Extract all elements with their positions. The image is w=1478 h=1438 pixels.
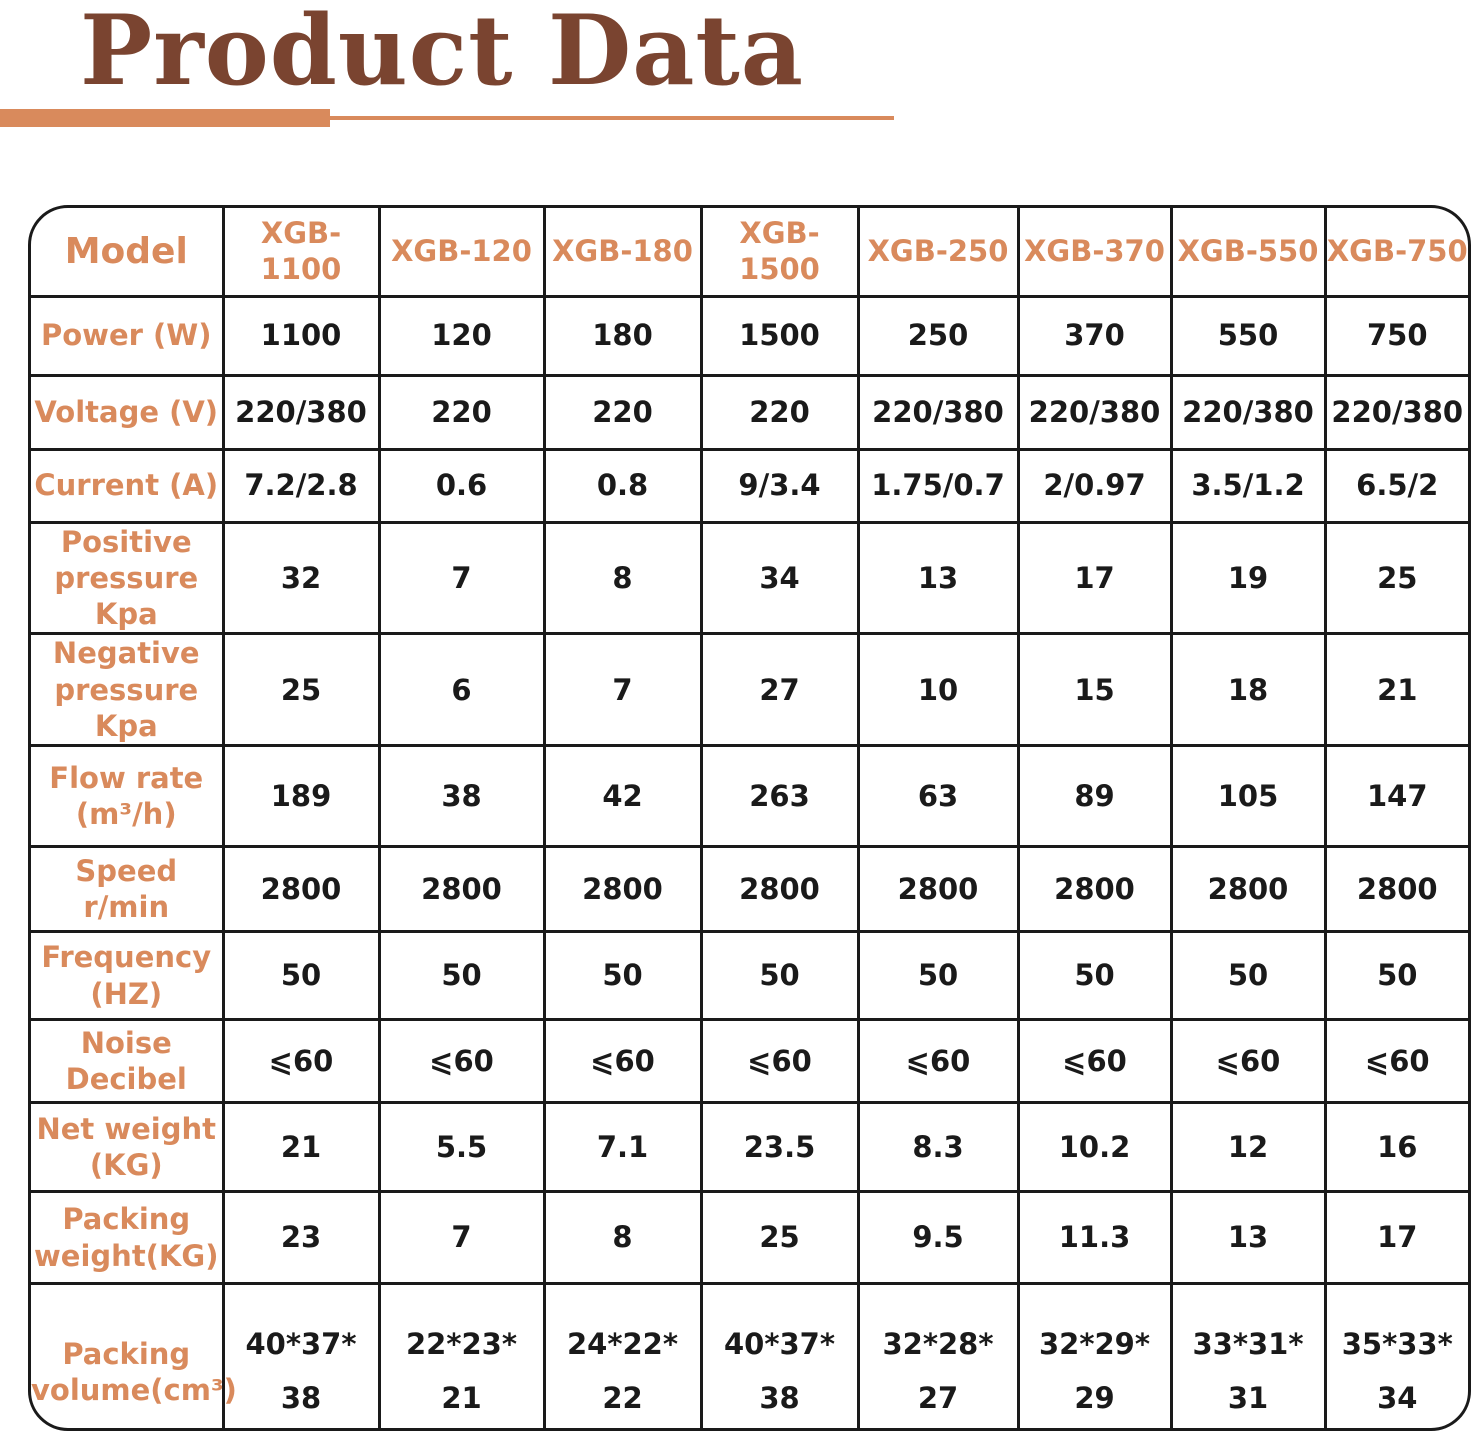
spec-value: 27 bbox=[701, 634, 858, 746]
spec-value: 17 bbox=[1325, 1192, 1468, 1284]
row-label: Speed r/min bbox=[31, 847, 223, 932]
spec-value: 17 bbox=[1018, 522, 1171, 634]
spec-value: 105 bbox=[1171, 746, 1325, 847]
header-row bbox=[31, 208, 1468, 296]
spec-value: 220/380 bbox=[858, 375, 1018, 449]
spec-value: 7 bbox=[379, 1192, 544, 1284]
spec-value: 2800 bbox=[379, 847, 544, 932]
spec-value: ⩽60 bbox=[223, 1020, 379, 1103]
spec-value: 3.5/1.2 bbox=[1171, 449, 1325, 522]
row-label: Power (W) bbox=[31, 296, 223, 375]
spec-value: ⩽60 bbox=[1018, 1020, 1171, 1103]
spec-value: ⩽60 bbox=[701, 1020, 858, 1103]
spec-value: 220/380 bbox=[223, 375, 379, 449]
spec-value: 38 bbox=[379, 746, 544, 847]
spec-value: 21 bbox=[1325, 634, 1468, 746]
spec-value: 7.1 bbox=[544, 1103, 701, 1192]
row-label: Net weight (KG) bbox=[31, 1103, 223, 1192]
spec-value: 9/3.4 bbox=[701, 449, 858, 522]
spec-row bbox=[31, 634, 1468, 746]
spec-value: 2800 bbox=[858, 847, 1018, 932]
spec-value: 32 bbox=[223, 522, 379, 634]
spec-value: 550 bbox=[1171, 296, 1325, 375]
spec-value: 750 bbox=[1325, 296, 1468, 375]
spec-value: 15 bbox=[1018, 634, 1171, 746]
spec-value: ⩽60 bbox=[858, 1020, 1018, 1103]
model-name: XGB-1500 bbox=[701, 208, 858, 296]
spec-table-body bbox=[31, 208, 1468, 1431]
spec-row bbox=[31, 375, 1468, 449]
spec-value: 2800 bbox=[223, 847, 379, 932]
spec-value: ⩽60 bbox=[544, 1020, 701, 1103]
spec-value: ⩽60 bbox=[1171, 1020, 1325, 1103]
spec-value: 189 bbox=[223, 746, 379, 847]
spec-value: 220 bbox=[544, 375, 701, 449]
spec-value: 0.6 bbox=[379, 449, 544, 522]
header-label: Model bbox=[31, 208, 223, 296]
spec-value: 147 bbox=[1325, 746, 1468, 847]
spec-value: 25 bbox=[223, 634, 379, 746]
model-name: XGB-550 bbox=[1171, 208, 1325, 296]
spec-value: 89 bbox=[1018, 746, 1171, 847]
spec-value: 8.3 bbox=[858, 1103, 1018, 1192]
spec-value: 2800 bbox=[1171, 847, 1325, 932]
spec-value: 2800 bbox=[544, 847, 701, 932]
spec-value: 50 bbox=[1018, 932, 1171, 1020]
spec-value: 33*31* 31 bbox=[1171, 1284, 1325, 1432]
spec-value: 10.2 bbox=[1018, 1103, 1171, 1192]
spec-value: 19 bbox=[1171, 522, 1325, 634]
row-label: Voltage (V) bbox=[31, 375, 223, 449]
spec-value: 6 bbox=[379, 634, 544, 746]
spec-value: 8 bbox=[544, 1192, 701, 1284]
spec-value: 2800 bbox=[1325, 847, 1468, 932]
spec-value: 50 bbox=[1171, 932, 1325, 1020]
spec-value: 23.5 bbox=[701, 1103, 858, 1192]
spec-value: 220 bbox=[379, 375, 544, 449]
spec-value: 50 bbox=[858, 932, 1018, 1020]
spec-row bbox=[31, 1192, 1468, 1284]
spec-value: 1500 bbox=[701, 296, 858, 375]
spec-value: 25 bbox=[701, 1192, 858, 1284]
title-underline-thick bbox=[0, 109, 330, 127]
spec-value: 63 bbox=[858, 746, 1018, 847]
spec-table bbox=[31, 208, 1468, 1431]
spec-value: 50 bbox=[379, 932, 544, 1020]
spec-row bbox=[31, 522, 1468, 634]
model-name: XGB-370 bbox=[1018, 208, 1171, 296]
spec-value: 10 bbox=[858, 634, 1018, 746]
row-label: Negative pressure Kpa bbox=[31, 634, 223, 746]
spec-value: 370 bbox=[1018, 296, 1171, 375]
spec-value: ⩽60 bbox=[1325, 1020, 1468, 1103]
spec-value: 25 bbox=[1325, 522, 1468, 634]
spec-row bbox=[31, 932, 1468, 1020]
spec-value: 34 bbox=[701, 522, 858, 634]
spec-value: 1.75/0.7 bbox=[858, 449, 1018, 522]
spec-row bbox=[31, 746, 1468, 847]
spec-value: 5.5 bbox=[379, 1103, 544, 1192]
page-title: Product Data bbox=[80, 0, 804, 107]
row-label: Noise Decibel bbox=[31, 1020, 223, 1103]
spec-value: 13 bbox=[858, 522, 1018, 634]
model-name: XGB-250 bbox=[858, 208, 1018, 296]
row-label: Packing weight(KG) bbox=[31, 1192, 223, 1284]
spec-value: 1100 bbox=[223, 296, 379, 375]
spec-value: 22*23* 21 bbox=[379, 1284, 544, 1432]
row-label: Flow rate (m³/h) bbox=[31, 746, 223, 847]
spec-value: 40*37* 38 bbox=[701, 1284, 858, 1432]
spec-value: 263 bbox=[701, 746, 858, 847]
spec-value: 8 bbox=[544, 522, 701, 634]
spec-value: 50 bbox=[701, 932, 858, 1020]
spec-value: 32*29* 29 bbox=[1018, 1284, 1171, 1432]
row-label: Frequency (HZ) bbox=[31, 932, 223, 1020]
spec-value: 32*28* 27 bbox=[858, 1284, 1018, 1432]
spec-value: 220 bbox=[701, 375, 858, 449]
spec-value: 42 bbox=[544, 746, 701, 847]
title-underline-thin bbox=[330, 116, 894, 120]
spec-value: 7 bbox=[379, 522, 544, 634]
spec-row bbox=[31, 449, 1468, 522]
spec-value: 220/380 bbox=[1018, 375, 1171, 449]
model-name: XGB-120 bbox=[379, 208, 544, 296]
spec-value: 250 bbox=[858, 296, 1018, 375]
spec-value: 24*22* 22 bbox=[544, 1284, 701, 1432]
spec-value: 7 bbox=[544, 634, 701, 746]
spec-value: 50 bbox=[544, 932, 701, 1020]
spec-value: 2800 bbox=[1018, 847, 1171, 932]
spec-row bbox=[31, 1284, 1468, 1432]
model-name: XGB-180 bbox=[544, 208, 701, 296]
spec-value: 23 bbox=[223, 1192, 379, 1284]
spec-value: 220/380 bbox=[1171, 375, 1325, 449]
spec-value: 50 bbox=[1325, 932, 1468, 1020]
spec-value: 13 bbox=[1171, 1192, 1325, 1284]
spec-value: ⩽60 bbox=[379, 1020, 544, 1103]
spec-value: 12 bbox=[1171, 1103, 1325, 1192]
spec-value: 21 bbox=[223, 1103, 379, 1192]
spec-value: 220/380 bbox=[1325, 375, 1468, 449]
spec-value: 180 bbox=[544, 296, 701, 375]
row-label: Packing volume(cm³) bbox=[31, 1284, 223, 1432]
spec-value: 50 bbox=[223, 932, 379, 1020]
spec-table-container bbox=[28, 205, 1471, 1431]
spec-value: 18 bbox=[1171, 634, 1325, 746]
spec-row bbox=[31, 1103, 1468, 1192]
spec-value: 16 bbox=[1325, 1103, 1468, 1192]
spec-value: 0.8 bbox=[544, 449, 701, 522]
spec-value: 2/0.97 bbox=[1018, 449, 1171, 522]
spec-value: 2800 bbox=[701, 847, 858, 932]
spec-row bbox=[31, 296, 1468, 375]
spec-value: 7.2/2.8 bbox=[223, 449, 379, 522]
spec-value: 35*33* 34 bbox=[1325, 1284, 1468, 1432]
spec-row bbox=[31, 1020, 1468, 1103]
row-label: Positive pressure Kpa bbox=[31, 522, 223, 634]
spec-value: 120 bbox=[379, 296, 544, 375]
row-label: Current (A) bbox=[31, 449, 223, 522]
model-name: XGB-1100 bbox=[223, 208, 379, 296]
spec-row bbox=[31, 847, 1468, 932]
spec-value: 6.5/2 bbox=[1325, 449, 1468, 522]
spec-value: 11.3 bbox=[1018, 1192, 1171, 1284]
spec-value: 40*37* 38 bbox=[223, 1284, 379, 1432]
model-name: XGB-750 bbox=[1325, 208, 1468, 296]
spec-value: 9.5 bbox=[858, 1192, 1018, 1284]
